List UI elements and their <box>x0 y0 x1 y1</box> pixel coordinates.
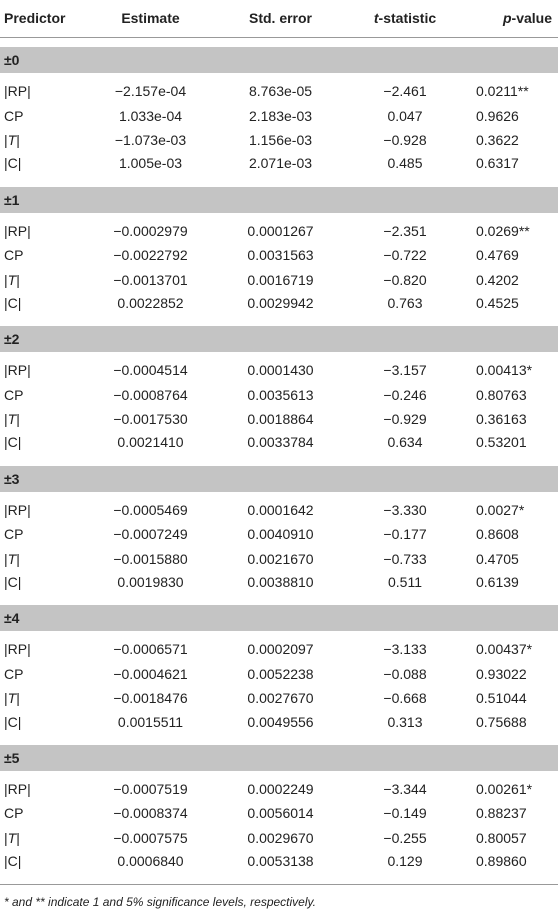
predictor-text: | <box>4 829 8 846</box>
predictor-text: |RP| <box>4 83 31 100</box>
p-value-cell: 0.93022 <box>476 665 527 682</box>
t-statistic-cell: −0.820 <box>383 271 427 288</box>
estimate-cell: −0.0004514 <box>113 362 188 379</box>
p-value-cell: 0.88237 <box>476 805 527 822</box>
table-row <box>0 522 558 546</box>
predictor-text: |C| <box>4 434 22 451</box>
estimate-cell: 0.0022852 <box>117 294 184 311</box>
p-value-cell: 0.00437* <box>476 641 533 658</box>
predictor-cell <box>0 546 86 570</box>
t-statistic-cell: 0.763 <box>387 294 423 311</box>
std-error-cell: 8.763e-05 <box>248 83 313 100</box>
table-row <box>0 546 558 570</box>
group-spacer <box>0 595 558 605</box>
p-value-cell: 0.4202 <box>476 271 519 288</box>
predictor-cell <box>0 358 86 382</box>
estimate-cell: −0.0007575 <box>113 829 188 846</box>
p-value-cell: 0.4769 <box>476 247 519 264</box>
p-value-cell: 0.80057 <box>476 829 527 846</box>
std-error-cell: 0.0002249 <box>247 781 314 797</box>
predictor-text: |RP| <box>4 781 31 797</box>
predictor-text-end: | <box>16 131 20 148</box>
std-error-cell: 0.0002097 <box>247 641 314 658</box>
p-value-cell: 0.0211** <box>476 83 529 100</box>
table-row <box>0 662 558 686</box>
estimate-cell: −0.0005469 <box>113 501 188 518</box>
table-row <box>0 777 558 801</box>
predictor-cell <box>0 826 86 850</box>
std-error-cell: 0.0016719 <box>247 271 314 288</box>
group-spacer <box>0 456 558 466</box>
predictor-italic: T <box>7 829 17 846</box>
std-error-cell: 0.0001642 <box>247 501 314 518</box>
table-body <box>0 37 558 874</box>
table-row <box>0 826 558 850</box>
t-statistic-cell: −0.722 <box>383 247 427 264</box>
p-value-cell: 0.6317 <box>476 155 519 172</box>
group-header-row <box>0 326 558 352</box>
predictor-cell <box>0 152 86 176</box>
table-row <box>0 431 558 455</box>
header-estimate: Estimate <box>86 0 215 37</box>
predictor-cell <box>0 383 86 407</box>
table-row <box>0 267 558 291</box>
predictor-text: |RP| <box>4 222 31 239</box>
t-statistic-cell: −3.157 <box>383 362 427 379</box>
table-row <box>0 79 558 103</box>
t-statistic-cell: −0.928 <box>383 131 427 148</box>
p-value-cell: 0.36163 <box>476 411 527 428</box>
estimate-cell: −0.0002979 <box>113 222 188 239</box>
std-error-cell: 0.0018864 <box>247 411 314 428</box>
p-value-cell: 0.4705 <box>476 550 519 567</box>
table-row <box>0 292 558 316</box>
std-error-cell: 0.0021670 <box>247 550 314 567</box>
estimate-cell: −0.0007249 <box>113 526 188 543</box>
predictor-text: | <box>4 271 8 288</box>
t-statistic-cell: −0.149 <box>383 805 427 822</box>
p-value-cell: 0.00261* <box>476 781 533 797</box>
table-row <box>0 358 558 382</box>
std-error-cell: 0.0001267 <box>247 222 314 239</box>
table-row <box>0 498 558 522</box>
predictor-cell <box>0 431 86 455</box>
predictor-italic: T <box>7 131 17 148</box>
table-row <box>0 243 558 267</box>
std-error-cell: 2.071e-03 <box>248 155 313 172</box>
predictor-cell <box>0 79 86 103</box>
p-value-cell: 0.00413* <box>476 362 533 379</box>
group-label: ±2 <box>0 326 558 352</box>
header-std-error: Std. error <box>215 0 346 37</box>
t-statistic-cell: −0.255 <box>383 829 427 846</box>
predictor-italic: T <box>7 550 17 567</box>
spacer-cell <box>0 177 558 187</box>
t-statistic-cell: 0.485 <box>387 155 423 172</box>
predictor-cell <box>0 777 86 801</box>
group-spacer <box>0 177 558 187</box>
predictor-cell <box>0 498 86 522</box>
t-statistic-cell: −2.461 <box>383 83 427 100</box>
estimate-cell: −0.0022792 <box>113 247 188 264</box>
predictor-text: |C| <box>4 155 22 172</box>
table-row <box>0 801 558 825</box>
estimate-cell: −0.0004621 <box>113 665 188 682</box>
table-row <box>0 128 558 152</box>
predictor-text: |RP| <box>4 362 31 379</box>
group-spacer <box>0 316 558 326</box>
std-error-cell: 0.0038810 <box>247 574 314 591</box>
group-header-row <box>0 187 558 213</box>
group-header-row <box>0 745 558 771</box>
header-p-italic: p <box>502 10 512 27</box>
std-error-cell: 0.0052238 <box>247 665 314 682</box>
t-statistic-cell: 0.129 <box>387 853 423 870</box>
table-row <box>0 637 558 661</box>
t-statistic-cell: −0.668 <box>383 690 427 707</box>
group-spacer <box>0 735 558 745</box>
predictor-cell <box>0 850 86 874</box>
estimate-cell: 0.0006840 <box>117 853 184 870</box>
predictor-text-end: | <box>16 271 20 288</box>
footnote: * and ** indicate 1 and 5% significance levels, respectively. <box>4 895 316 909</box>
predictor-cell <box>0 686 86 710</box>
header-p-rest: -value <box>511 10 552 27</box>
std-error-cell: 0.0049556 <box>247 713 314 730</box>
t-statistic-cell: −3.344 <box>383 781 427 797</box>
t-statistic-cell: −3.330 <box>383 501 427 518</box>
predictor-cell <box>0 710 86 734</box>
estimate-cell: −0.0013701 <box>113 271 188 288</box>
header-p-value <box>464 0 558 37</box>
group-label: ±4 <box>0 605 558 631</box>
predictor-cell <box>0 103 86 127</box>
p-value-cell: 0.80763 <box>476 386 527 403</box>
t-statistic-cell: −0.733 <box>383 550 427 567</box>
predictor-text-end: | <box>16 690 20 707</box>
t-statistic-cell: 0.511 <box>388 574 422 591</box>
spacer-cell <box>0 456 558 466</box>
predictor-text-end: | <box>16 829 20 846</box>
estimate-cell: 0.0015511 <box>117 713 184 730</box>
predictor-cell <box>0 522 86 546</box>
estimate-cell: 0.0021410 <box>117 434 184 451</box>
header-predictor: Predictor <box>0 0 86 37</box>
predictor-cell <box>0 219 86 243</box>
predictor-text: CP <box>4 107 24 124</box>
p-value-cell: 0.3622 <box>476 131 519 148</box>
t-statistic-cell: −0.929 <box>383 411 427 428</box>
estimate-cell: −1.073e-03 <box>114 131 187 148</box>
group-label: ±1 <box>0 187 558 213</box>
t-statistic-cell: −2.351 <box>383 222 427 239</box>
predictor-text-end: | <box>16 550 20 567</box>
table-row <box>0 383 558 407</box>
t-statistic-cell: 0.634 <box>387 434 423 451</box>
predictor-text: | <box>4 411 8 428</box>
predictor-text-end: | <box>16 411 20 428</box>
t-statistic-cell: 0.313 <box>387 713 423 730</box>
group-header-row <box>0 466 558 492</box>
predictor-text: CP <box>4 247 24 264</box>
estimate-cell: −0.0007519 <box>113 781 188 797</box>
std-error-cell: 0.0027670 <box>247 690 314 707</box>
predictor-text: CP <box>4 665 24 682</box>
header-t-italic: t <box>373 10 379 27</box>
group-label: ±5 <box>0 745 558 771</box>
estimate-cell: −0.0015880 <box>113 550 188 567</box>
predictor-text: |C| <box>4 294 22 311</box>
std-error-cell: 1.156e-03 <box>248 131 313 148</box>
p-value-cell: 0.9626 <box>476 107 519 124</box>
std-error-cell: 0.0029942 <box>247 294 314 311</box>
t-statistic-cell: −3.133 <box>383 641 427 658</box>
table-row <box>0 571 558 595</box>
std-error-cell: 2.183e-03 <box>248 107 313 124</box>
predictor-cell <box>0 292 86 316</box>
estimate-cell: 0.0019830 <box>117 574 184 591</box>
spacer-cell <box>0 37 558 47</box>
table-row <box>0 219 558 243</box>
spacer-cell <box>0 735 558 745</box>
std-error-cell: 0.0053138 <box>247 853 314 870</box>
table-row <box>0 686 558 710</box>
estimate-cell: −2.157e-04 <box>114 83 187 100</box>
predictor-italic: T <box>7 271 17 288</box>
predictor-italic: T <box>7 690 17 707</box>
table-row <box>0 407 558 431</box>
std-error-cell: 0.0040910 <box>247 526 314 543</box>
predictor-text: CP <box>4 386 24 403</box>
std-error-cell: 0.0033784 <box>247 434 314 451</box>
predictor-cell <box>0 662 86 686</box>
predictor-cell <box>0 267 86 291</box>
predictor-cell <box>0 801 86 825</box>
p-value-cell: 0.0027* <box>476 501 525 518</box>
predictor-cell <box>0 637 86 661</box>
table-row <box>0 103 558 127</box>
group-header-row <box>0 47 558 73</box>
t-statistic-cell: 0.047 <box>387 107 423 124</box>
table-row <box>0 850 558 874</box>
estimate-cell: −0.0018476 <box>113 690 188 707</box>
predictor-text: | <box>4 131 8 148</box>
std-error-cell: 0.0029670 <box>247 829 314 846</box>
header-t-rest: -statistic <box>378 10 437 27</box>
estimate-cell: 1.005e-03 <box>118 155 183 172</box>
estimate-cell: −0.0006571 <box>113 641 188 658</box>
spacer-cell <box>0 316 558 326</box>
t-statistic-cell: −0.246 <box>383 386 427 403</box>
group-header-row <box>0 605 558 631</box>
predictor-text: |RP| <box>4 641 31 658</box>
t-statistic-cell: −0.088 <box>383 665 427 682</box>
std-error-cell: 0.0056014 <box>247 805 314 822</box>
estimate-cell: 1.033e-04 <box>118 107 183 124</box>
predictor-cell <box>0 407 86 431</box>
p-value-cell: 0.89860 <box>476 853 527 870</box>
p-value-cell: 0.53201 <box>476 434 527 451</box>
predictor-cell <box>0 243 86 267</box>
std-error-cell: 0.0001430 <box>247 362 314 379</box>
predictor-text: | <box>4 690 8 707</box>
group-spacer <box>0 37 558 47</box>
table-row <box>0 710 558 734</box>
estimate-cell: −0.0008374 <box>113 805 188 822</box>
p-value-cell: 0.75688 <box>476 713 527 730</box>
p-value-cell: 0.8608 <box>476 526 519 543</box>
t-statistic-cell: −0.177 <box>383 526 427 543</box>
estimate-cell: −0.0017530 <box>113 411 188 428</box>
predictor-text: CP <box>4 526 24 543</box>
estimate-cell: −0.0008764 <box>113 386 188 403</box>
header-row <box>0 0 558 37</box>
p-value-cell: 0.6139 <box>476 574 519 591</box>
predictor-text: |C| <box>4 574 22 591</box>
group-label: ±0 <box>0 47 558 73</box>
predictor-italic: T <box>7 411 17 428</box>
table-row <box>0 152 558 176</box>
predictor-cell <box>0 128 86 152</box>
predictor-cell <box>0 571 86 595</box>
predictor-text: |RP| <box>4 501 31 518</box>
spacer-cell <box>0 595 558 605</box>
predictor-text: |C| <box>4 713 22 730</box>
std-error-cell: 0.0035613 <box>247 386 314 403</box>
predictor-text: | <box>4 550 8 567</box>
std-error-cell: 0.0031563 <box>247 247 314 264</box>
p-value-cell: 0.4525 <box>476 294 519 311</box>
p-value-cell: 0.51044 <box>476 690 527 707</box>
predictor-text: |C| <box>4 853 22 870</box>
group-label: ±3 <box>0 466 558 492</box>
predictor-text: CP <box>4 805 24 822</box>
p-value-cell: 0.0269** <box>476 222 530 239</box>
header-t-statistic <box>346 0 464 37</box>
